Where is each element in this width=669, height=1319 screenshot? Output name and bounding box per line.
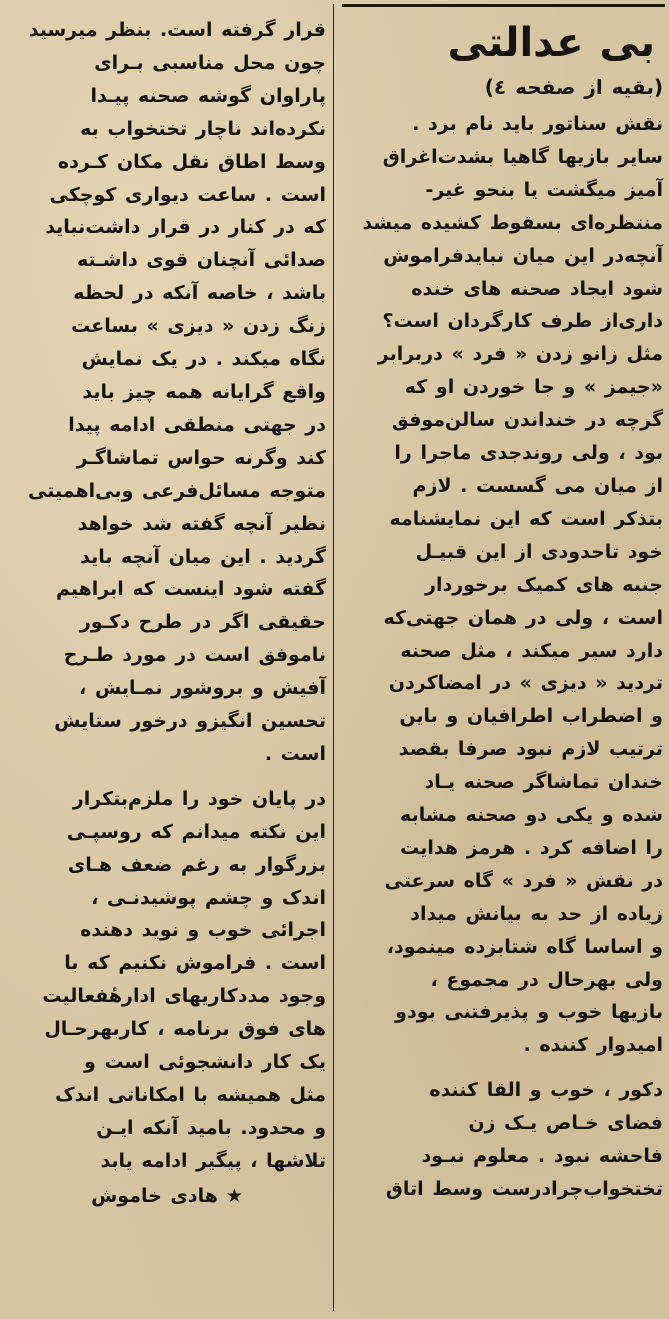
text-line: از میان می گسست . لازم bbox=[412, 474, 663, 497]
text-line: که در کنار در قرار داشت‌نباید bbox=[45, 216, 326, 239]
article-column-right bbox=[345, 14, 663, 1206]
text-line: و اساسا گاه شتابزده مینمود، bbox=[386, 935, 663, 958]
article-title: بی عدالتی bbox=[447, 20, 655, 66]
text-line: تردید « دیزی » در امضاکردن bbox=[388, 672, 663, 695]
text-line: «جیمز » و جا خوردن او که bbox=[404, 376, 663, 399]
text-line: اندک و چشم پوشیدنـی ، bbox=[91, 886, 326, 909]
text-line: ترتیب لازم نبود صرفا بقصد bbox=[398, 738, 663, 761]
text-line: ولی بهرحال در مجموع ، bbox=[430, 968, 663, 991]
author-signature bbox=[8, 1180, 326, 1213]
text-line: و اضطراب اطرافیان و باین bbox=[399, 705, 663, 728]
text-line: گردید . این میان آنچه باید bbox=[80, 545, 326, 568]
text-line: تحسین انگیزو درخور ستایش bbox=[54, 710, 326, 733]
star-icon: ★ bbox=[225, 1184, 243, 1207]
text-line: پاراوان گوشه صحنه پیـدا bbox=[90, 84, 326, 107]
text-line: تختخواب‌چرادرست وسط اتاق bbox=[385, 1178, 663, 1200]
text-line: جنبه های کمیک برخوردار bbox=[425, 573, 663, 596]
text-line: دکور ، خوب و القا کننده bbox=[429, 1079, 663, 1102]
text-line: و محدود. بامید آنکه ایـن bbox=[96, 1116, 326, 1139]
paragraph-gap bbox=[345, 1062, 663, 1074]
text-line: ناموفق است در مورد طـرح bbox=[63, 644, 326, 667]
text-line: باشد ، خاصه آنکه در لحظه bbox=[73, 282, 326, 305]
text-line: زنگ زدن « دیزی » بساعت bbox=[71, 315, 326, 338]
column-divider bbox=[333, 4, 334, 1311]
text-line: متوجه مسائل‌فرعی وبی‌اهمیتی bbox=[28, 479, 326, 502]
continuation-note: (بقیه از صفحه ٤) bbox=[484, 75, 663, 99]
left-column-text bbox=[8, 14, 326, 1178]
text-line: خود تاحدودی از این قبیـل bbox=[415, 540, 663, 563]
text-line: سایر بازیها گاهیا بشدت‌اغراق bbox=[382, 145, 663, 168]
text-line: گرچه در خنداندن سالن‌موفق bbox=[391, 409, 663, 432]
text-line: بازیها خوب و پذیرفتنی بودو bbox=[395, 1001, 663, 1024]
author-name: هادی خاموش bbox=[91, 1184, 218, 1207]
text-line: اجرائی خوب و نوید دهنده bbox=[80, 919, 326, 942]
text-line: واقع گرایانه همه چیز باید bbox=[82, 380, 326, 403]
text-line: نقش سناتور باید نام برد . bbox=[412, 113, 663, 135]
text-line: آمیز میگشت یا بنحو غیر- bbox=[425, 178, 663, 201]
text-line: دارد سیر میکند ، مثل صحنه bbox=[400, 639, 663, 662]
text-line: کند وگرنه حواس تماشاگـر bbox=[76, 446, 326, 469]
text-line: تلاشها ، پیگیر ادامه یابد bbox=[100, 1149, 326, 1172]
text-line: مثل زانو زدن « فرد » دربرابر bbox=[377, 343, 663, 366]
text-line: آفیش و بروشور نمـایش ، bbox=[79, 677, 326, 700]
text-line: وسط اطاق نقل مکان کـرده bbox=[57, 150, 326, 173]
text-line: گفته شود اینست که ابراهیم bbox=[55, 578, 326, 601]
text-line: صدائی آنچنان قوی داشـته bbox=[77, 249, 326, 272]
text-line: فضای خـاص یـک زن bbox=[468, 1112, 663, 1135]
text-line: بتذکر است که این نمایشنامه bbox=[389, 507, 663, 530]
text-line: در جهتی منطقی ادامه پیدا bbox=[68, 413, 326, 436]
text-line: نظیر آنچه گفته شد خواهد bbox=[77, 512, 326, 535]
text-line: وجود مددکاریهای ادارهٔفعالیت bbox=[42, 985, 326, 1008]
text-line: است . ساعت دیواری کوچکی bbox=[49, 183, 326, 206]
text-line: در پایان خود را ملزم‌بتکرار bbox=[72, 787, 326, 810]
text-line: در نقش « فرد » گاه سرعتی bbox=[384, 869, 663, 892]
text-line: یک کار دانشجوئی است و bbox=[84, 1051, 326, 1074]
text-line: فاحشه نبود . معلوم نبـود bbox=[421, 1145, 663, 1168]
text-line: قرار گرفته است. بنظر میرسید bbox=[28, 19, 326, 41]
text-line: نکرده‌اند ناچار تختخواب به bbox=[80, 117, 326, 140]
text-line: منتظره‌ای بسقوط کشیده میشد bbox=[362, 211, 663, 234]
text-line: نگاه میکند . در یک نمایش bbox=[81, 348, 326, 371]
header-rule bbox=[342, 4, 665, 7]
text-line: امیدوار کننده . bbox=[523, 1034, 663, 1057]
text-line: شده و یکی دو صحنه مشابه bbox=[400, 804, 663, 827]
text-line: حقیقی اگر در طرح دکـور bbox=[79, 611, 326, 634]
text-line: این نکته میدانم که روسپـی bbox=[66, 820, 326, 843]
text-line: است . فراموش نکنیم که با bbox=[64, 952, 326, 975]
text-line: مثل همیشه با امکاناتی اندک bbox=[55, 1084, 326, 1106]
text-line: بزرگوار به رغم ضعف هـای bbox=[67, 853, 326, 876]
text-line: زیاده از حد به بیانش میداد bbox=[410, 902, 663, 925]
text-line: داری‌از طرف کارگردان است؟ bbox=[382, 310, 663, 333]
paragraph-gap bbox=[8, 771, 326, 783]
text-line: است . bbox=[264, 742, 326, 765]
text-line: شود ایجاد صحنه های خنده bbox=[411, 277, 663, 300]
text-line: آنچه‌در این میان نباید‌فراموش bbox=[383, 244, 663, 267]
text-line: را اضافه کرد . هرمز هدایت bbox=[400, 836, 663, 859]
text-line: است ، ولی در همان جهتی‌که bbox=[383, 606, 663, 629]
text-line: های فوق برنامه ، کاربهرحـال bbox=[44, 1018, 326, 1041]
text-line: چون محل مناسبی بـرای bbox=[94, 51, 326, 74]
right-column-text bbox=[345, 108, 663, 1206]
article-column-left bbox=[8, 14, 326, 1213]
text-line: بود ، ولی روندجدی ماجرا را bbox=[394, 442, 663, 465]
text-line: خندان تماشاگر صحنه یـاد bbox=[424, 771, 663, 794]
